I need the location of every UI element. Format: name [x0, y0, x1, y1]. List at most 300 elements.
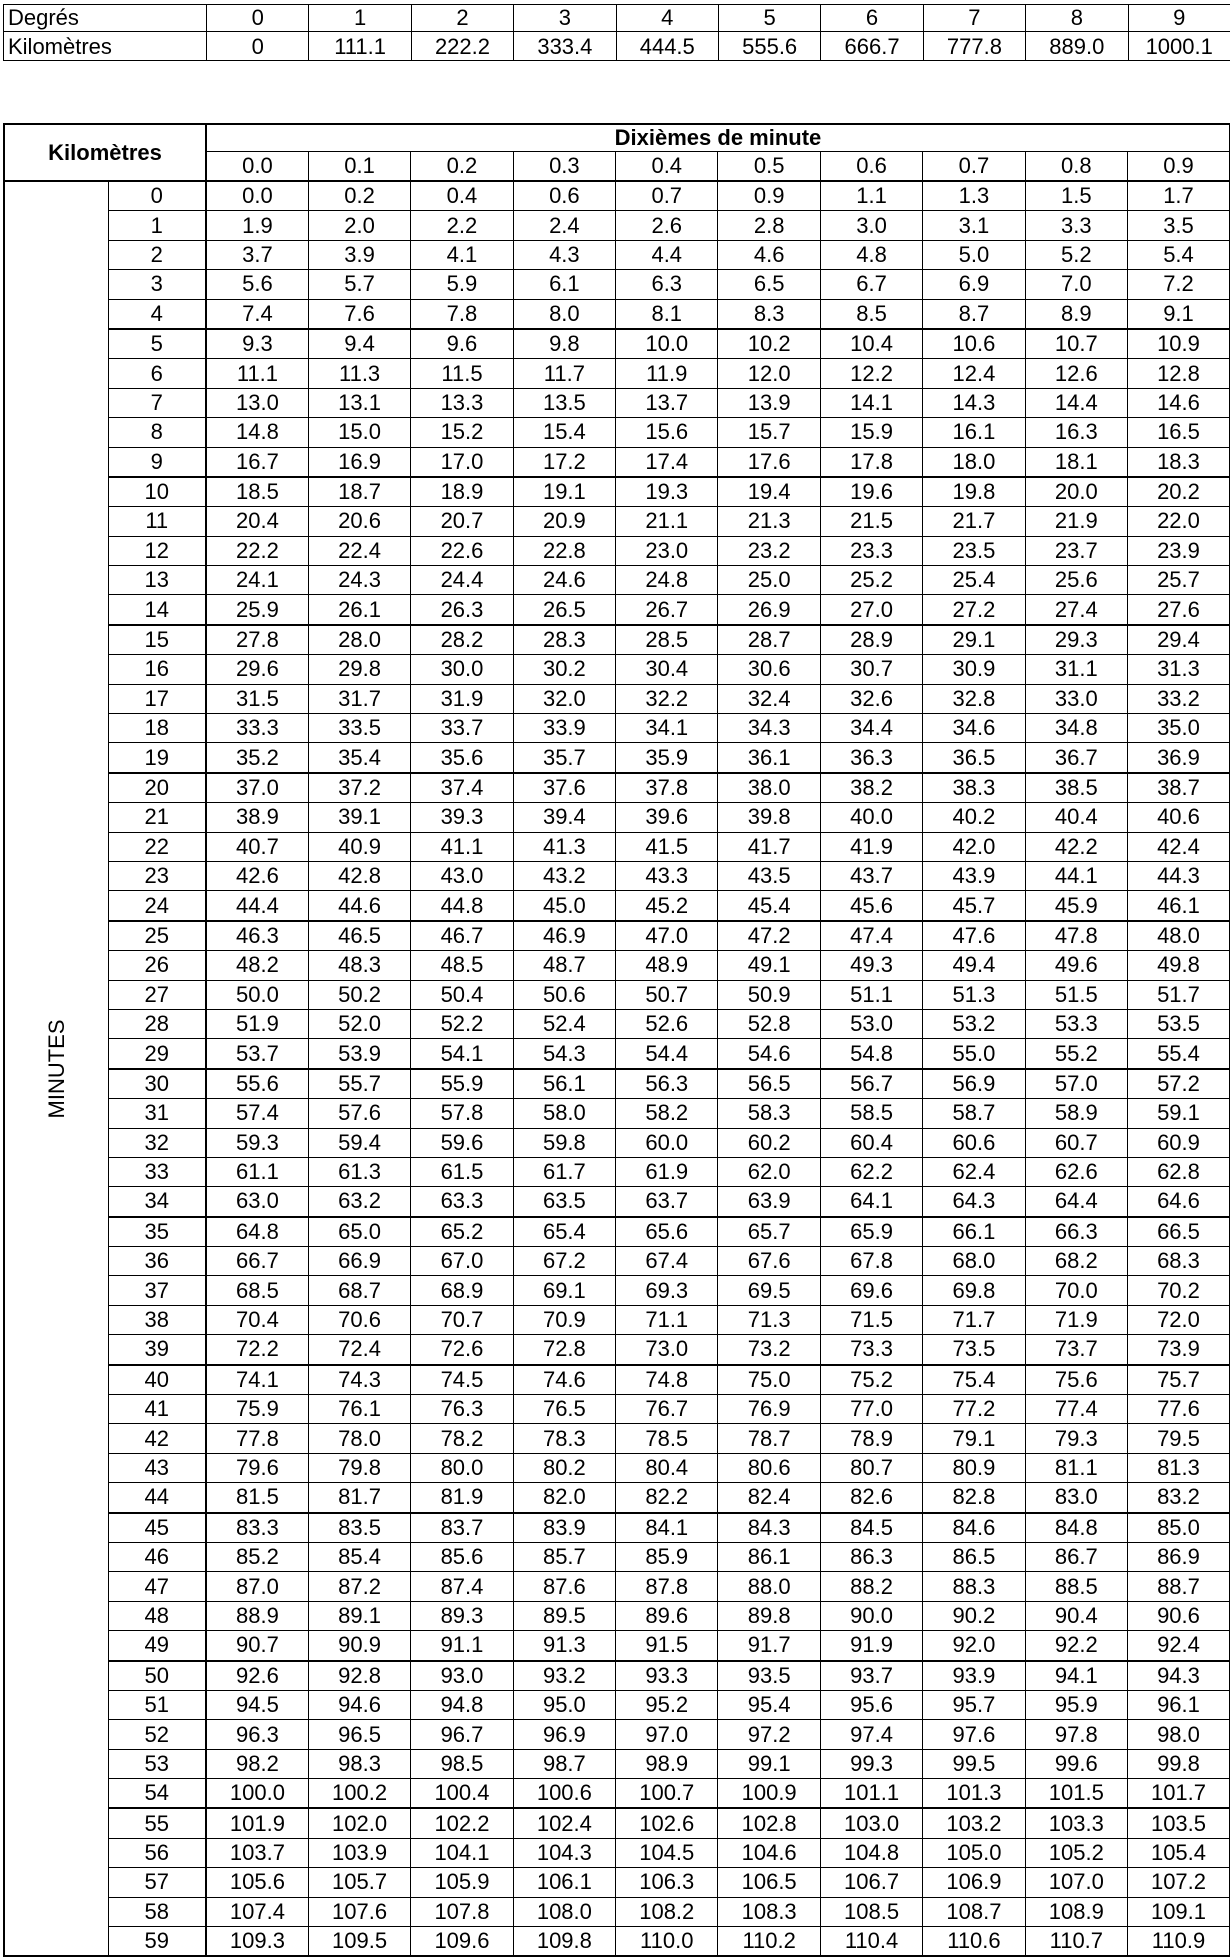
tenths-header-cell: 0.7 — [923, 152, 1025, 182]
minute-label: 31 — [108, 1099, 206, 1128]
km-value-cell: 96.3 — [206, 1720, 308, 1749]
km-value-cell: 36.9 — [1128, 743, 1230, 773]
km-value-cell: 46.1 — [1128, 891, 1230, 921]
km-value-cell: 103.5 — [1128, 1808, 1230, 1838]
minute-label: 23 — [108, 861, 206, 890]
degree-cell: 6 — [821, 5, 923, 32]
km-value-cell: 10.4 — [820, 329, 922, 359]
km-value-cell: 81.3 — [1128, 1453, 1230, 1482]
km-value-cell: 15.6 — [616, 418, 718, 447]
minute-label: 34 — [108, 1187, 206, 1217]
km-value-cell: 38.2 — [820, 773, 922, 803]
minute-label: 45 — [108, 1513, 206, 1543]
km-value-cell: 96.7 — [411, 1720, 513, 1749]
km-value-cell: 57.8 — [411, 1099, 513, 1128]
km-value-cell: 43.9 — [923, 861, 1025, 890]
km-value-cell: 83.5 — [308, 1513, 410, 1543]
km-value-cell: 108.3 — [718, 1897, 820, 1926]
km-value-cell: 16.3 — [1025, 418, 1127, 447]
km-value-cell: 61.5 — [411, 1157, 513, 1186]
minute-label: 5 — [108, 329, 206, 359]
km-value-cell: 39.3 — [411, 803, 513, 832]
table-row — [4, 803, 1230, 832]
km-value-cell: 15.7 — [718, 418, 820, 447]
km-value-cell: 9.6 — [411, 329, 513, 359]
km-value-cell: 2.4 — [513, 211, 615, 240]
km-value-cell: 63.3 — [411, 1187, 513, 1217]
km-value-cell: 15.9 — [820, 418, 922, 447]
km-value-cell: 73.5 — [923, 1335, 1025, 1365]
minute-label: 48 — [108, 1601, 206, 1630]
km-value-cell: 55.9 — [411, 1069, 513, 1099]
km-value-cell: 21.3 — [718, 507, 820, 536]
km-value-cell: 70.7 — [411, 1305, 513, 1334]
km-value-cell: 88.7 — [1128, 1572, 1230, 1601]
km-value-cell: 22.6 — [411, 536, 513, 565]
km-value-cell: 96.5 — [308, 1720, 410, 1749]
km-value-cell: 57.6 — [308, 1099, 410, 1128]
km-value-cell: 33.3 — [206, 714, 308, 743]
km-value-cell: 110.4 — [820, 1927, 922, 1957]
minutes-table-body — [4, 181, 1230, 1956]
km-value-cell: 89.3 — [411, 1601, 513, 1630]
km-value-cell: 93.3 — [616, 1661, 718, 1691]
minute-label: 58 — [108, 1897, 206, 1926]
km-value-cell: 56.5 — [718, 1069, 820, 1099]
km-value-cell: 46.7 — [411, 921, 513, 951]
km-value-cell: 81.1 — [1025, 1453, 1127, 1482]
km-value-cell: 83.3 — [206, 1513, 308, 1543]
km-value-cell: 12.8 — [1128, 359, 1230, 388]
km-value-cell: 21.5 — [820, 507, 922, 536]
km-value-cell: 75.7 — [1128, 1365, 1230, 1395]
km-value-cell: 82.6 — [820, 1483, 922, 1513]
km-value-cell: 108.5 — [820, 1897, 922, 1926]
km-value-cell: 45.7 — [923, 891, 1025, 921]
km-value-cell: 90.2 — [923, 1601, 1025, 1630]
table-row — [4, 1157, 1230, 1186]
minute-label: 46 — [108, 1542, 206, 1571]
km-value-cell: 86.9 — [1128, 1542, 1230, 1571]
km-value-cell: 1.7 — [1128, 181, 1230, 211]
km-value-cell: 95.0 — [513, 1690, 615, 1719]
minute-label: 42 — [108, 1424, 206, 1453]
degree-cell: 8 — [1026, 5, 1128, 32]
km-value-cell: 106.9 — [923, 1868, 1025, 1897]
km-value-cell: 49.4 — [923, 951, 1025, 980]
km-value-cell: 54.1 — [411, 1039, 513, 1069]
km-value-cell: 84.3 — [718, 1513, 820, 1543]
km-value-cell: 47.0 — [616, 921, 718, 951]
km-value-cell: 35.4 — [308, 743, 410, 773]
km-value-cell: 94.5 — [206, 1690, 308, 1719]
km-value-cell: 54.8 — [820, 1039, 922, 1069]
km-value-cell: 47.8 — [1025, 921, 1127, 951]
km-value-cell: 94.8 — [411, 1690, 513, 1719]
table-row — [4, 1247, 1230, 1276]
km-value-cell: 101.1 — [820, 1779, 922, 1809]
degree-cell: 0 — [207, 5, 309, 32]
km-value-cell: 75.0 — [718, 1365, 820, 1395]
degree-cell: 7 — [923, 5, 1025, 32]
km-value-cell: 85.0 — [1128, 1513, 1230, 1543]
km-value-cell: 23.9 — [1128, 536, 1230, 565]
km-value-cell: 59.8 — [513, 1128, 615, 1157]
km-value-cell: 106.5 — [718, 1868, 820, 1897]
km-value-cell: 62.2 — [820, 1157, 922, 1186]
km-value-cell: 105.7 — [308, 1868, 410, 1897]
km-value-cell: 1.1 — [820, 181, 922, 211]
table-row — [4, 655, 1230, 684]
km-value-cell: 34.6 — [923, 714, 1025, 743]
km-value-cell: 71.5 — [820, 1305, 922, 1334]
table-row — [4, 1661, 1230, 1691]
km-value-cell: 70.6 — [308, 1305, 410, 1334]
km-value-cell: 75.6 — [1025, 1365, 1127, 1395]
km-value-cell: 73.9 — [1128, 1335, 1230, 1365]
km-value-cell: 80.7 — [820, 1453, 922, 1482]
table-row — [4, 1808, 1230, 1838]
minute-label: 7 — [108, 388, 206, 417]
km-value-cell: 14.6 — [1128, 388, 1230, 417]
table-row — [4, 447, 1230, 477]
km-value-cell: 93.2 — [513, 1661, 615, 1691]
table-row — [4, 1601, 1230, 1630]
km-value-cell: 2.8 — [718, 211, 820, 240]
km-value-cell: 109.5 — [308, 1927, 410, 1957]
km-value-cell: 44.1 — [1025, 861, 1127, 890]
km-value-cell: 42.2 — [1025, 832, 1127, 861]
km-value-cell: 17.2 — [513, 447, 615, 477]
table-row — [4, 714, 1230, 743]
km-value-cell: 77.8 — [206, 1424, 308, 1453]
km-value-cell: 90.4 — [1025, 1601, 1127, 1630]
km-value-cell: 11.3 — [308, 359, 410, 388]
km-value-cell: 97.0 — [616, 1720, 718, 1749]
km-value-cell: 23.3 — [820, 536, 922, 565]
km-value-cell: 74.1 — [206, 1365, 308, 1395]
km-value-cell: 5.9 — [411, 270, 513, 299]
km-value-cell: 0.9 — [718, 181, 820, 211]
km-value-cell: 24.4 — [411, 566, 513, 595]
km-value-cell: 13.3 — [411, 388, 513, 417]
minute-label: 12 — [108, 536, 206, 565]
km-value-cell: 5.2 — [1025, 240, 1127, 269]
km-value-cell: 6.1 — [513, 270, 615, 299]
km-value-cell: 50.6 — [513, 980, 615, 1009]
km-value-cell: 27.0 — [820, 595, 922, 625]
minute-label: 17 — [108, 684, 206, 713]
minute-label: 37 — [108, 1276, 206, 1305]
km-value-cell: 25.9 — [206, 595, 308, 625]
km-value-cell: 59.6 — [411, 1128, 513, 1157]
km-value-cell: 65.6 — [616, 1217, 718, 1247]
km-value-cell: 39.6 — [616, 803, 718, 832]
km-value-cell: 78.9 — [820, 1424, 922, 1453]
table-row — [4, 1305, 1230, 1334]
table-row — [4, 477, 1230, 507]
table-row — [4, 1513, 1230, 1543]
km-value-cell: 38.0 — [718, 773, 820, 803]
km-value-cell: 64.8 — [206, 1217, 308, 1247]
km-value-cell: 98.2 — [206, 1749, 308, 1778]
minute-label: 21 — [108, 803, 206, 832]
km-value-cell: 8.3 — [718, 299, 820, 329]
km-value-cell: 7.6 — [308, 299, 410, 329]
km-value-cell: 110.9 — [1128, 1927, 1230, 1957]
km-value-cell: 105.2 — [1025, 1838, 1127, 1867]
km-value-cell: 24.1 — [206, 566, 308, 595]
km-value-cell: 91.3 — [513, 1631, 615, 1661]
minute-label: 14 — [108, 595, 206, 625]
km-value-cell: 104.3 — [513, 1838, 615, 1867]
km-value-cell: 25.7 — [1128, 566, 1230, 595]
kilometres-row — [4, 32, 1230, 61]
km-value-cell: 19.1 — [513, 477, 615, 507]
km-value-cell: 29.3 — [1025, 625, 1127, 655]
km-value-cell: 33.7 — [411, 714, 513, 743]
km-value-cell: 76.3 — [411, 1395, 513, 1424]
table-row — [4, 1779, 1230, 1809]
km-value-cell: 41.3 — [513, 832, 615, 861]
km-value-cell: 45.6 — [820, 891, 922, 921]
km-value-cell: 27.4 — [1025, 595, 1127, 625]
km-value-cell: 102.8 — [718, 1808, 820, 1838]
kilometres-row-label: Kilomètres — [4, 32, 207, 61]
km-value-cell: 94.6 — [308, 1690, 410, 1719]
km-value-cell: 43.3 — [616, 861, 718, 890]
km-value-cell: 61.9 — [616, 1157, 718, 1186]
minute-label: 47 — [108, 1572, 206, 1601]
km-value-cell: 85.9 — [616, 1542, 718, 1571]
km-value-cell: 100.0 — [206, 1779, 308, 1809]
km-value-cell: 90.7 — [206, 1631, 308, 1661]
km-value-cell: 62.4 — [923, 1157, 1025, 1186]
km-value-cell: 60.6 — [923, 1128, 1025, 1157]
km-value-cell: 51.7 — [1128, 980, 1230, 1009]
km-value-cell: 7.4 — [206, 299, 308, 329]
km-value-cell: 58.2 — [616, 1099, 718, 1128]
km-value-cell: 19.3 — [616, 477, 718, 507]
minutes-conversion-table — [3, 123, 1230, 1957]
minute-label: 29 — [108, 1039, 206, 1069]
km-value-cell: 3.1 — [923, 211, 1025, 240]
km-value-cell: 89.8 — [718, 1601, 820, 1630]
km-value-cell: 53.5 — [1128, 1009, 1230, 1038]
km-value-cell: 30.6 — [718, 655, 820, 684]
km-value-cell: 53.9 — [308, 1039, 410, 1069]
km-value-cell: 48.3 — [308, 951, 410, 980]
km-value-cell: 91.7 — [718, 1631, 820, 1661]
km-value-cell: 29.6 — [206, 655, 308, 684]
degree-cell: 5 — [718, 5, 820, 32]
km-value-cell: 5.0 — [923, 240, 1025, 269]
km-value-cell: 13.9 — [718, 388, 820, 417]
km-value-cell: 98.9 — [616, 1749, 718, 1778]
km-value-cell: 53.2 — [923, 1009, 1025, 1038]
km-value-cell: 45.4 — [718, 891, 820, 921]
table-row — [4, 388, 1230, 417]
km-value-cell: 95.7 — [923, 1690, 1025, 1719]
table-row — [4, 1749, 1230, 1778]
km-value-cell: 9.4 — [308, 329, 410, 359]
km-value-cell: 79.5 — [1128, 1424, 1230, 1453]
km-value-cell: 14.8 — [206, 418, 308, 447]
minute-label: 6 — [108, 359, 206, 388]
minutes-side-label-cell — [4, 181, 108, 1956]
tenths-header-cell: 0.6 — [820, 152, 922, 182]
km-value-cell: 48.5 — [411, 951, 513, 980]
km-value-cell: 39.4 — [513, 803, 615, 832]
km-value-cell: 80.0 — [411, 1453, 513, 1482]
km-value-cell: 43.2 — [513, 861, 615, 890]
km-value-cell: 38.9 — [206, 803, 308, 832]
km-value-cell: 109.3 — [206, 1927, 308, 1957]
km-value-cell: 71.1 — [616, 1305, 718, 1334]
km-value-cell: 73.7 — [1025, 1335, 1127, 1365]
km-value-cell: 26.3 — [411, 595, 513, 625]
km-value-cell: 105.9 — [411, 1868, 513, 1897]
km-value-cell: 82.2 — [616, 1483, 718, 1513]
km-value-cell: 103.9 — [308, 1838, 410, 1867]
km-value-cell: 107.0 — [1025, 1868, 1127, 1897]
table-row — [4, 951, 1230, 980]
km-value-cell: 20.9 — [513, 507, 615, 536]
km-value-cell: 58.5 — [820, 1099, 922, 1128]
minute-label: 26 — [108, 951, 206, 980]
minute-label: 49 — [108, 1631, 206, 1661]
minute-label: 41 — [108, 1395, 206, 1424]
km-value-cell: 103.2 — [923, 1808, 1025, 1838]
km-value-cell: 67.0 — [411, 1247, 513, 1276]
km-value-cell: 110.6 — [923, 1927, 1025, 1957]
km-value-cell: 87.2 — [308, 1572, 410, 1601]
km-value-cell: 85.2 — [206, 1542, 308, 1571]
km-value-cell: 71.9 — [1025, 1305, 1127, 1334]
km-value-cell: 78.5 — [616, 1424, 718, 1453]
km-value-cell: 7.0 — [1025, 270, 1127, 299]
km-value-cell: 73.0 — [616, 1335, 718, 1365]
table-row — [4, 329, 1230, 359]
km-value-cell: 93.9 — [923, 1661, 1025, 1691]
km-value-cell: 57.0 — [1025, 1069, 1127, 1099]
km-value-cell: 64.6 — [1128, 1187, 1230, 1217]
km-value-cell: 30.0 — [411, 655, 513, 684]
km-value-cell: 10.9 — [1128, 329, 1230, 359]
km-value-cell: 61.3 — [308, 1157, 410, 1186]
km-value-cell: 39.8 — [718, 803, 820, 832]
km-value-cell: 96.9 — [513, 1720, 615, 1749]
km-value-cell: 2.2 — [411, 211, 513, 240]
km-value-cell: 97.8 — [1025, 1720, 1127, 1749]
km-value-cell: 46.5 — [308, 921, 410, 951]
km-value-cell: 45.0 — [513, 891, 615, 921]
km-value-cell: 105.6 — [206, 1868, 308, 1897]
km-value-cell: 6.5 — [718, 270, 820, 299]
minute-label: 53 — [108, 1749, 206, 1778]
km-value-cell: 62.8 — [1128, 1157, 1230, 1186]
km-value-cell: 104.1 — [411, 1838, 513, 1867]
km-value-cell: 89.5 — [513, 1601, 615, 1630]
km-value-cell: 98.5 — [411, 1749, 513, 1778]
kilometre-cell: 889.0 — [1026, 32, 1128, 61]
km-value-cell: 0.2 — [308, 181, 410, 211]
km-value-cell: 30.4 — [616, 655, 718, 684]
km-value-cell: 32.6 — [820, 684, 922, 713]
km-value-cell: 15.4 — [513, 418, 615, 447]
degree-cell: 3 — [514, 5, 616, 32]
km-value-cell: 40.4 — [1025, 803, 1127, 832]
minute-label: 0 — [108, 181, 206, 211]
km-value-cell: 81.9 — [411, 1483, 513, 1513]
km-value-cell: 18.9 — [411, 477, 513, 507]
degree-cell: 9 — [1128, 5, 1230, 32]
minute-label: 9 — [108, 447, 206, 477]
km-value-cell: 73.3 — [820, 1335, 922, 1365]
km-value-cell: 66.9 — [308, 1247, 410, 1276]
km-value-cell: 55.7 — [308, 1069, 410, 1099]
km-value-cell: 25.4 — [923, 566, 1025, 595]
km-value-cell: 20.0 — [1025, 477, 1127, 507]
km-value-cell: 69.1 — [513, 1276, 615, 1305]
km-value-cell: 6.7 — [820, 270, 922, 299]
km-value-cell: 35.6 — [411, 743, 513, 773]
table-row — [4, 1838, 1230, 1867]
km-value-cell: 42.4 — [1128, 832, 1230, 861]
km-value-cell: 43.0 — [411, 861, 513, 890]
km-value-cell: 4.4 — [616, 240, 718, 269]
table-row — [4, 299, 1230, 329]
km-value-cell: 20.2 — [1128, 477, 1230, 507]
km-value-cell: 79.3 — [1025, 1424, 1127, 1453]
km-value-cell: 88.0 — [718, 1572, 820, 1601]
km-value-cell: 13.5 — [513, 388, 615, 417]
km-value-cell: 86.3 — [820, 1542, 922, 1571]
km-value-cell: 93.5 — [718, 1661, 820, 1691]
km-value-cell: 33.9 — [513, 714, 615, 743]
km-value-cell: 63.7 — [616, 1187, 718, 1217]
km-value-cell: 65.0 — [308, 1217, 410, 1247]
km-value-cell: 60.0 — [616, 1128, 718, 1157]
km-value-cell: 99.3 — [820, 1749, 922, 1778]
table-row — [4, 1868, 1230, 1897]
kilometre-cell: 444.5 — [616, 32, 718, 61]
km-value-cell: 100.6 — [513, 1779, 615, 1809]
km-value-cell: 35.2 — [206, 743, 308, 773]
km-value-cell: 103.7 — [206, 1838, 308, 1867]
km-value-cell: 22.0 — [1128, 507, 1230, 536]
km-value-cell: 106.7 — [820, 1868, 922, 1897]
km-value-cell: 86.1 — [718, 1542, 820, 1571]
minute-label: 22 — [108, 832, 206, 861]
km-value-cell: 96.1 — [1128, 1690, 1230, 1719]
table-row — [4, 181, 1230, 211]
km-value-cell: 31.1 — [1025, 655, 1127, 684]
km-value-cell: 71.7 — [923, 1305, 1025, 1334]
km-value-cell: 22.2 — [206, 536, 308, 565]
km-value-cell: 18.0 — [923, 447, 1025, 477]
km-value-cell: 46.9 — [513, 921, 615, 951]
km-value-cell: 70.0 — [1025, 1276, 1127, 1305]
km-value-cell: 103.0 — [820, 1808, 922, 1838]
km-value-cell: 82.4 — [718, 1483, 820, 1513]
table-row — [4, 1187, 1230, 1217]
km-value-cell: 68.7 — [308, 1276, 410, 1305]
km-value-cell: 6.9 — [923, 270, 1025, 299]
km-value-cell: 77.4 — [1025, 1395, 1127, 1424]
minute-label: 38 — [108, 1305, 206, 1334]
km-value-cell: 32.4 — [718, 684, 820, 713]
